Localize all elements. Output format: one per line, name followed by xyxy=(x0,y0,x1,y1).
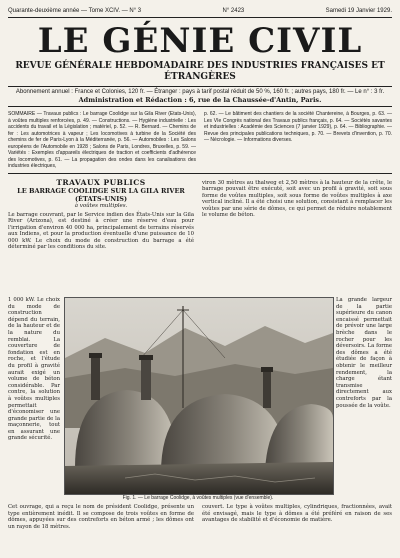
article-section xyxy=(8,178,392,252)
article-title: LE BARRAGE COOLIDGE SUR LA GILA RIVER (ÉTATS-UNIS) xyxy=(17,186,185,203)
year-volume: Quarante-deuxième année — Tome XCIV. — N° 3 xyxy=(8,8,142,14)
wrap-text-left: 1 000 kW. Le choix du mode de construction dépend du terrain, de la hauteur et de la nature du remblai. La couverture de fondation est en roche, et l'étude du profil à gravité aurait exigé un volume de béton considérable. Par contre, la solution à voûtes multiples permettait d'économiser une grande partie de la maçonnerie, tout en assurant une grande sécurité. xyxy=(8,297,60,442)
article-column-left xyxy=(8,178,194,252)
masthead-subtitle: REVUE GÉNÉRALE HEBDOMADAIRE DES INDUSTRIES FRANÇAISES ET ÉTRANGÈRES xyxy=(15,61,385,82)
wrap-text-right: La grande largeur de la partie supérieure du canon encaissé permettait de prévoir une large brèche dans le rocher pour les déversoirs. La forme des dômes a été étudiée de façon à obtenir le meilleur rendement, la charge étant transmise directement aux contreforts par la poussée de la voûte. xyxy=(336,297,392,409)
summary-block xyxy=(8,111,392,174)
dam-illustration xyxy=(65,298,333,494)
figure-caption: Fig. 1. — Le barrage Coolidge, à voûtes multiples (vue d'ensemble). xyxy=(122,495,274,501)
header-line xyxy=(8,8,392,18)
article-column-right xyxy=(202,178,392,252)
masthead-title: LE GÉNIE CIVIL xyxy=(37,21,363,61)
bottom-text-left: Cet ouvrage, qui a reçu le nom de président Coolidge, présente un type entièrement inédit. Il se compose de trois voûtes en forme de dômes, appuyées sur des contreforts en béton armé ; les dômes ont un rayon de 18 mètres. xyxy=(8,504,194,530)
article-subtitle: à voûtes multiples. xyxy=(74,202,128,209)
summary-right: p. 62. — Le bâtiment des chantiers de la société Chantereine, à Bourges, p. 63. — Les VIe Congrès national des Travaux publics français, p. 64. — Sociétés savantes et industrielles : Académie des Sciences (7 janvier 1929), p. 64. — Bibliographie. — Revue des principales publications techniques, p. 70. — Brevets d'invention, p. 70. — Nécrologie. — Informations diverses. xyxy=(204,111,392,143)
issue-number: N° 2423 xyxy=(222,8,245,14)
article-text-col2: viron 30 mètres au thalweg et 2,50 mètres à la hauteur de la crête, le barrage pouvait être exécuté, soit avec un profil à gravité, soit sous forme de voûtes multiples, soit sous forme de voûtes multiples à axe vertical incliné. Il a été choisi une solution, consistant à remplacer les voûtes par une série de dômes, ce qui permet de réduire notablement le volume de béton. xyxy=(202,179,392,219)
issue-date: Samedi 19 Janvier 1929. xyxy=(325,8,392,14)
newspaper-page xyxy=(8,8,392,542)
subscription-info: Abonnement annuel : France et Colonies, 120 fr. — Étranger : pays à tarif postal réduit de 50 %, 160 fr. ; autres pays, 180 fr. — Le n° : 3 fr. xyxy=(8,86,392,96)
dam-photograph xyxy=(64,297,334,495)
section-title: TRAVAUX PUBLICS xyxy=(56,177,146,187)
summary-left: SOMMAIRE — Travaux publics : Le barrage Coolidge sur la Gila River (Etats-Unis), à voûtes multiples renforcées, p. 49. — Constructions. — Hygiène industrielle : Les accidents du travail et la Législation ; matériel, p. 52. — R. Bernard. — Chemins de fer : Les automotrices à vapeur ; Les locomotives à turbine de la Société des chemins de fer de Paris-Lyon à la Méditerranée, p. 56. — Automobiles : Les Salons européens de l'Automobile en 1928 ; Salons de Paris, Londres, Bruxelles, p. 59. — Variétés : Exemples d'appareils électriques de traction et coefficients d'adhérence des locomotives, p. 61. — La propagation des ondes dans les canalisations des industries électriques, xyxy=(8,111,196,169)
bottom-text-right: couvert. Le type à voûtes multiples, cylindriques, fractionnées, avait été envisagé, mais le type à dômes a été préféré en raison de ses avantages de stabilité et d'économie de matière. xyxy=(202,504,392,524)
article-text-col1: Le barrage couvrant, par le Service indien des États-Unis sur la Gila River (Arizona), est destiné à créer une réserve d'eau pour l'irrigation d'environ 40 000 ha, principalement de terrains réservés aux Indiens, et pour la production éventuelle d'une puissance de 10 000 kW. Le choix du mode de construction du barrage a été déterminé par les conditions du site. xyxy=(8,211,194,251)
administration-info: Administration et Rédaction : 6, rue de la Chaussée-d'Antin, Paris. xyxy=(8,96,392,107)
